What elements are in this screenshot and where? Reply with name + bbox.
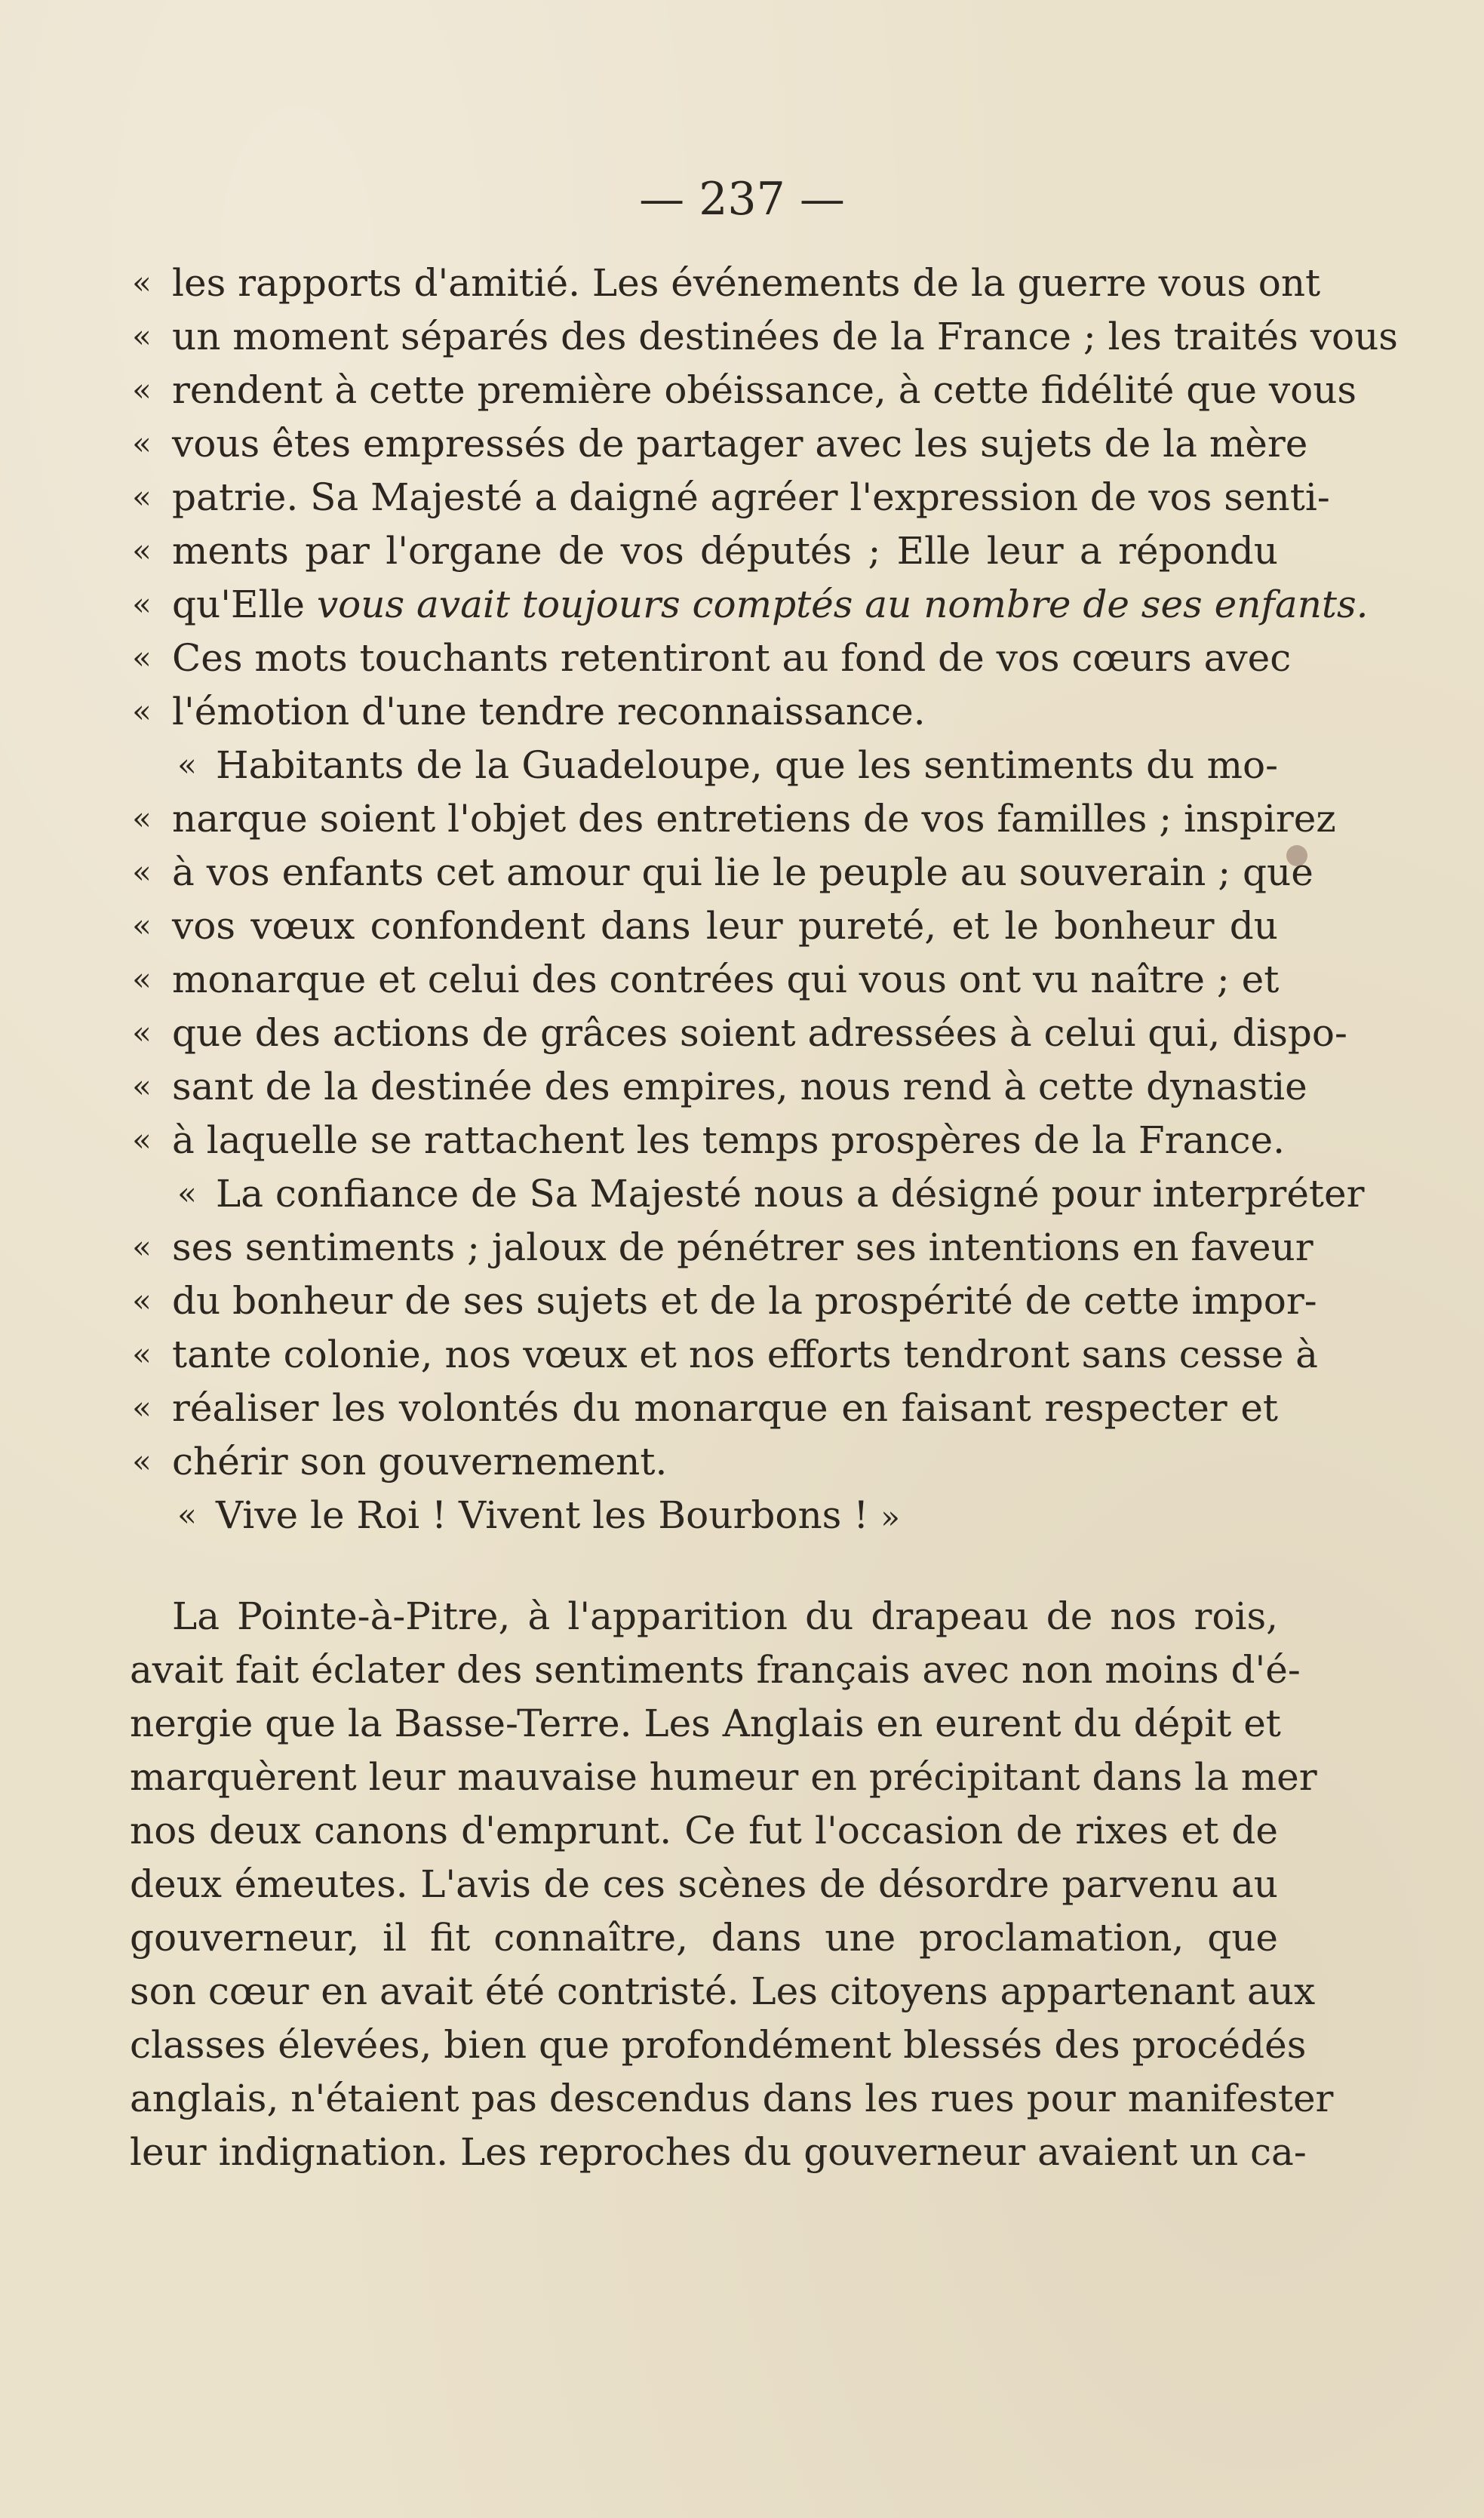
- quote-mark: «: [132, 1068, 152, 1105]
- quote-mark: «: [132, 318, 152, 355]
- paragraph-line: gouverneur, il fit connaître, dans une proclamation, que: [130, 1916, 1278, 1960]
- quote-mark: «: [132, 853, 152, 890]
- quote-line: à laquelle se rattachent les temps prospères de la France.: [172, 1118, 1285, 1162]
- quote-line: à vos enfants cet amour qui lie le peuple au souverain ; que: [172, 850, 1313, 894]
- paragraph-line: anglais, n'étaient pas descendus dans les rues pour manifester: [130, 2077, 1334, 2120]
- quote-mark: «: [132, 1282, 152, 1319]
- quote-line: vos vœux confondent dans leur pureté, et le bonheur du: [172, 904, 1278, 948]
- paragraph-line: marquèrent leur mauvaise humeur en précipitant dans la mer: [130, 1755, 1317, 1799]
- quote-line: vous êtes empressés de partager avec les sujets de la mère: [172, 422, 1308, 466]
- quote-mark: «: [177, 1496, 197, 1533]
- paragraph-line: deux émeutes. L'avis de ces scènes de désordre parvenu au: [130, 1862, 1278, 1906]
- quote-line-roman: qu'Elle: [172, 583, 306, 626]
- paragraph-line: nergie que la Basse-Terre. Les Anglais en eurent du dépit et: [130, 1702, 1281, 1745]
- quote-line: réaliser les volontés du monarque en faisant respecter et: [172, 1386, 1278, 1430]
- quote-line: La confiance de Sa Majesté nous a désigné pour interpréter: [216, 1172, 1365, 1216]
- quote-mark: «: [132, 478, 152, 515]
- quote-line-final: [216, 1488, 1278, 1542]
- quote-mark: «: [132, 1336, 152, 1373]
- quote-line-italic: vous avait toujours comptés au nombre de ses enfants.: [316, 583, 1369, 626]
- quote-line: Ces mots touchants retentiront au fond de vos cœurs avec: [172, 636, 1292, 680]
- quote-line: sant de la destinée des empires, nous rend à cette dynastie: [172, 1065, 1307, 1108]
- ink-stain: [1286, 845, 1307, 866]
- quote-line: un moment séparés des destinées de la France ; les traités vous: [172, 315, 1398, 358]
- quote-mark: «: [132, 1389, 152, 1426]
- quote-line: monarque et celui des contrées qui vous ont vu naître ; et: [172, 958, 1280, 1001]
- quote-mark: «: [177, 1175, 197, 1212]
- quote-line: les rapports d'amitié. Les événements de la guerre vous ont: [172, 261, 1321, 305]
- quote-line: tante colonie, nos vœux et nos efforts tendront sans cesse à: [172, 1333, 1318, 1376]
- quote-line: narque soient l'objet des entretiens de vos familles ; inspirez: [172, 797, 1336, 841]
- quote-line: rendent à cette première obéissance, à cette fidélité que vous: [172, 368, 1357, 412]
- paragraph-line: nos deux canons d'emprunt. Ce fut l'occasion de rixes et de: [130, 1809, 1278, 1852]
- quote-mark: «: [132, 1014, 152, 1051]
- closing-quote-mark: »: [880, 1499, 900, 1536]
- paragraph-line: classes élevées, bien que profondément blessés des procédés: [130, 2023, 1307, 2067]
- quote-mark: «: [132, 425, 152, 462]
- paragraph-line: La Pointe-à-Pitre, à l'apparition du drapeau de nos rois,: [172, 1594, 1278, 1638]
- quote-line: ments par l'organe de vos députés ; Elle leur a répondu: [172, 529, 1278, 573]
- quote-mark: «: [132, 961, 152, 998]
- page-number: — 237 —: [639, 173, 845, 226]
- quote-mark: «: [132, 371, 152, 408]
- quote-mark: «: [132, 1121, 152, 1158]
- quote-mark: «: [132, 264, 152, 301]
- paragraph-line: leur indignation. Les reproches du gouverneur avaient un ca-: [130, 2130, 1307, 2174]
- quote-mark: «: [132, 639, 152, 676]
- quote-line: du bonheur de ses sujets et de la prospérité de cette impor-: [172, 1279, 1317, 1323]
- quote-mark: «: [132, 907, 152, 944]
- quote-line: ses sentiments ; jaloux de pénétrer ses intentions en faveur: [172, 1225, 1313, 1269]
- quote-line: patrie. Sa Majesté a daigné agréer l'expression de vos senti-: [172, 475, 1330, 519]
- quote-mark: «: [132, 1228, 152, 1265]
- quote-mark: «: [132, 800, 152, 837]
- quote-mark: «: [132, 693, 152, 730]
- quote-line-final-text: Vive le Roi ! Vivent les Bourbons !: [216, 1493, 869, 1537]
- quote-line: Habitants de la Guadeloupe, que les sentiments du mo-: [216, 743, 1278, 787]
- quote-mark: «: [132, 532, 152, 569]
- quote-line-mixed: [172, 577, 1369, 632]
- quote-mark: «: [132, 586, 152, 623]
- paragraph-line: son cœur en avait été contristé. Les citoyens appartenant aux: [130, 1969, 1316, 2013]
- quote-mark: «: [177, 746, 197, 783]
- quote-line: l'émotion d'une tendre reconnaissance.: [172, 690, 926, 733]
- quote-mark: «: [132, 1443, 152, 1480]
- quote-line: chérir son gouvernement.: [172, 1440, 668, 1483]
- quote-line: que des actions de grâces soient adressées à celui qui, dispo-: [172, 1011, 1347, 1055]
- paragraph-line: avait fait éclater des sentiments français avec non moins d'é-: [130, 1648, 1301, 1692]
